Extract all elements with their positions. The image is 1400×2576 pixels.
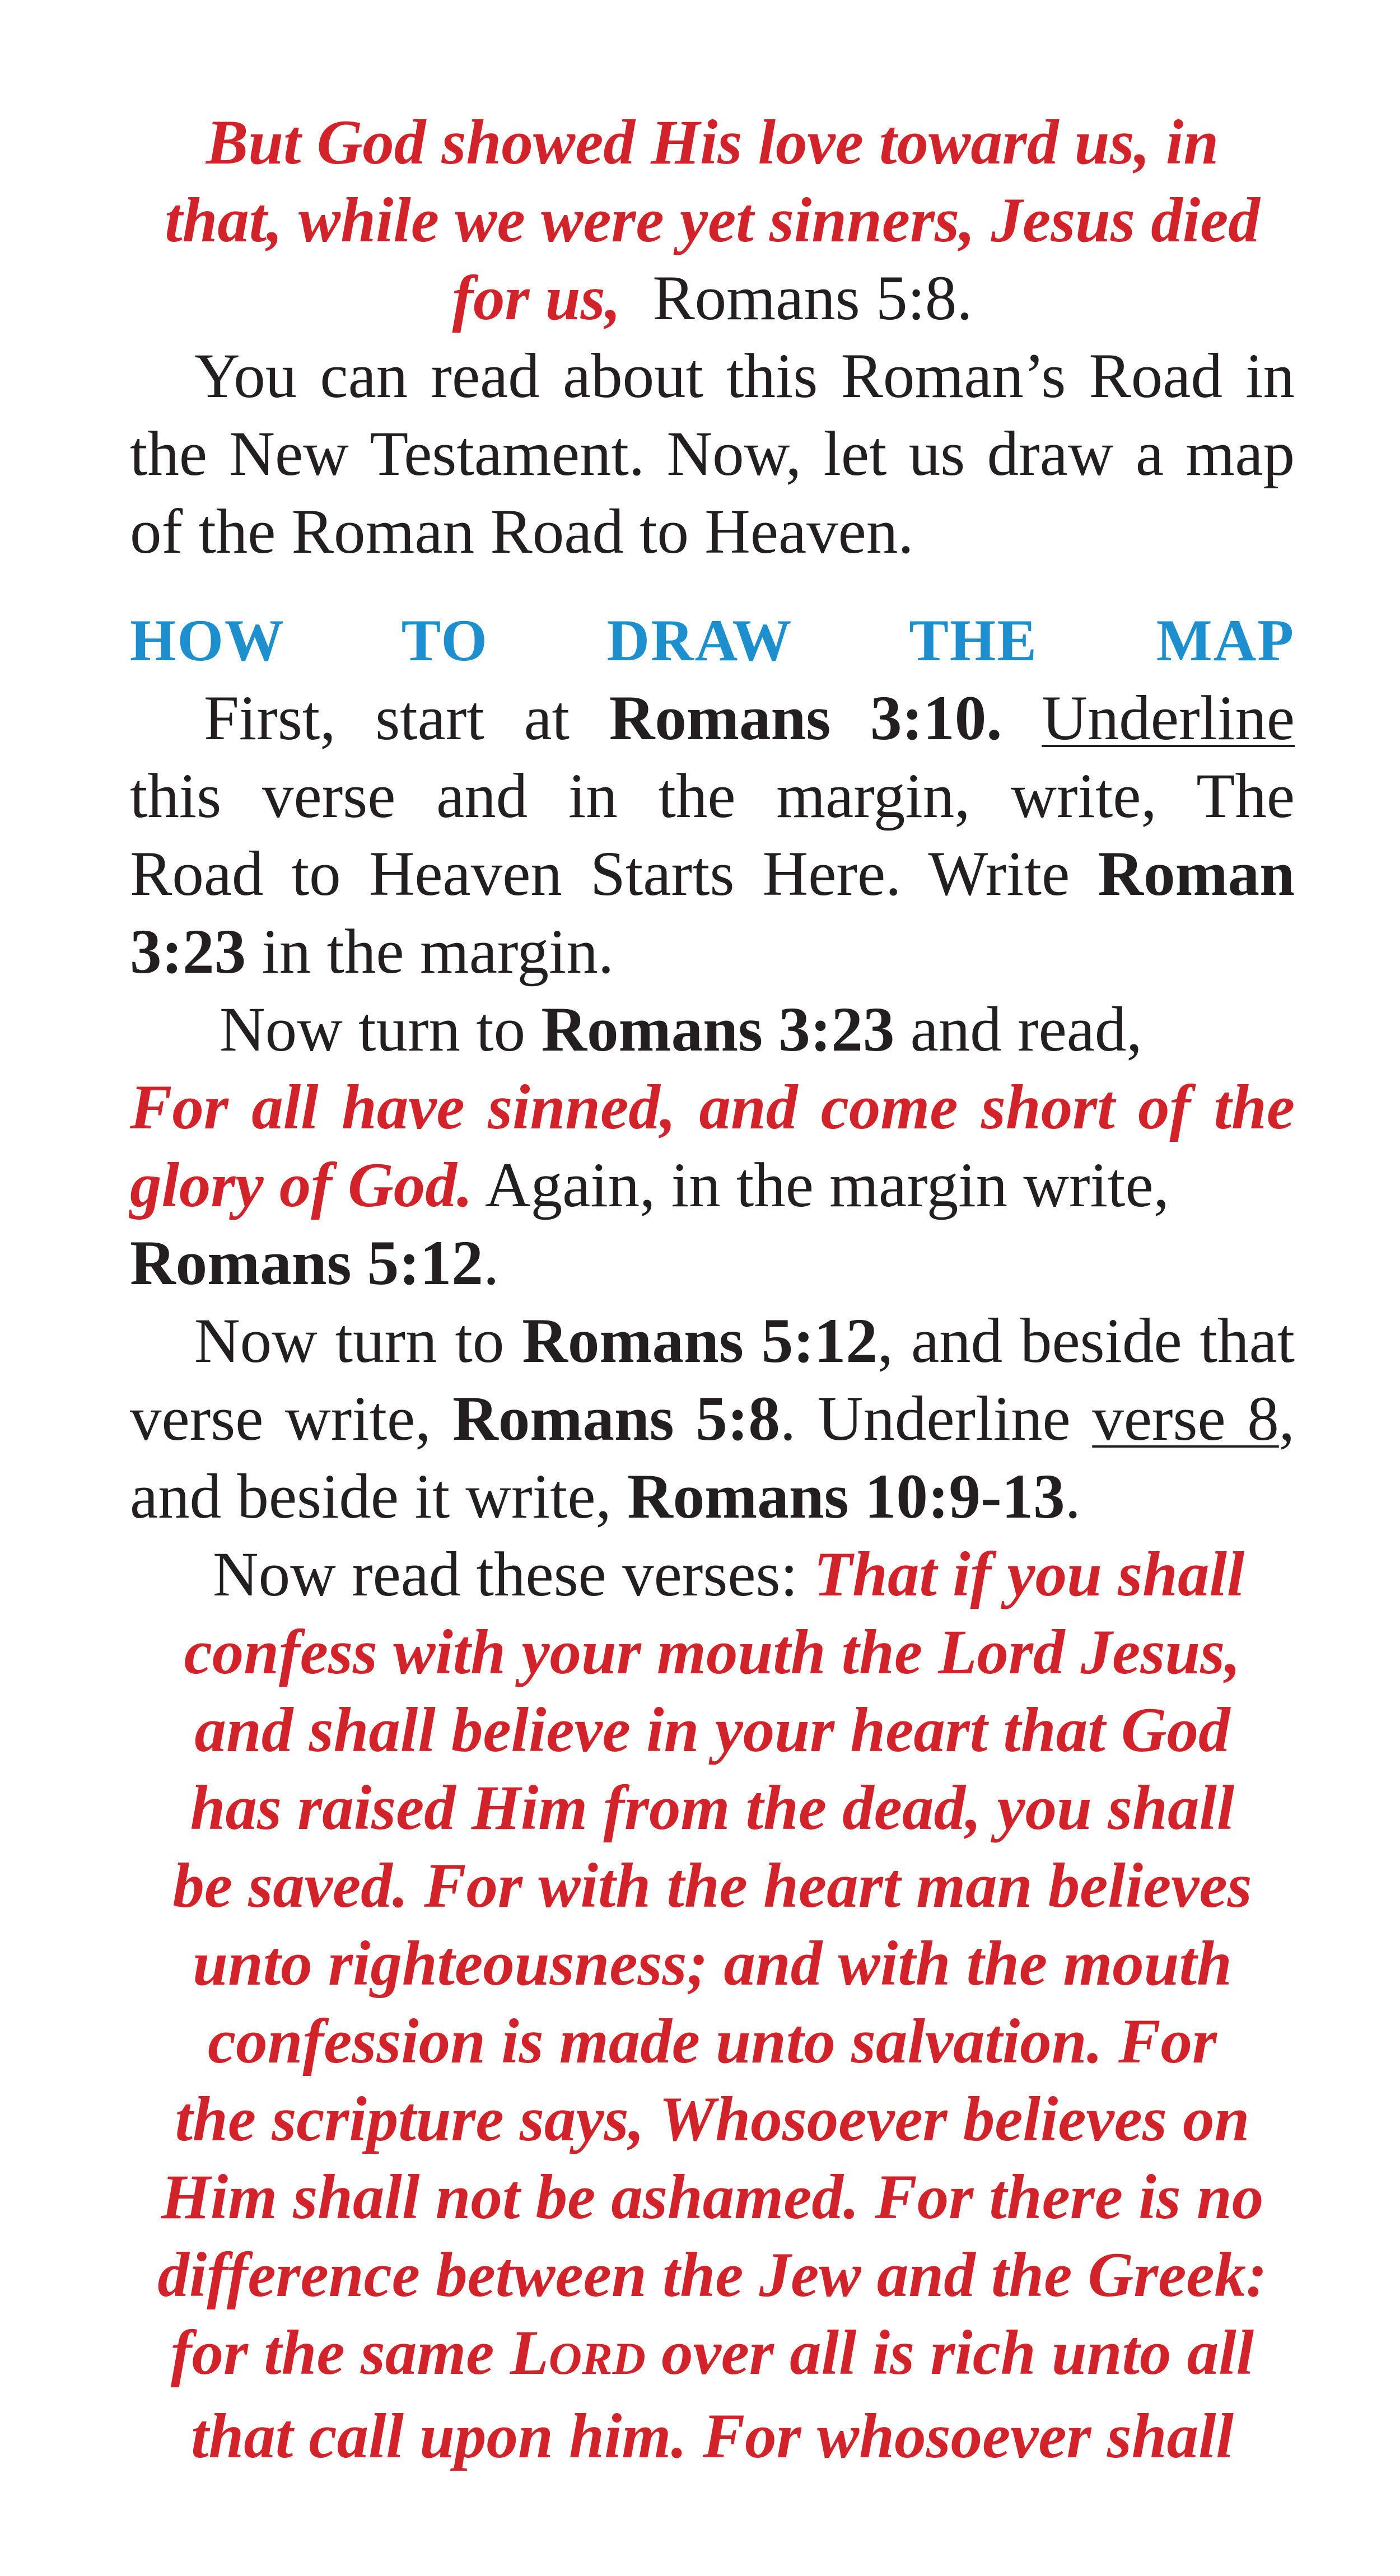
step1-line-3-text: Road to Heaven Starts Here. Write	[130, 839, 1070, 909]
step2-line-3-tail: .	[483, 1228, 500, 1298]
step3-line-2	[130, 1380, 1295, 1458]
step3-reference: Romans 5:12	[522, 1306, 878, 1376]
step1-text: First, start at	[204, 683, 570, 753]
tract-page	[130, 104, 1295, 2475]
intro-paragraph-line-2: the New Testament. Now, let us draw a map	[130, 419, 1295, 489]
step4-verse-line: has raised Him from the dead, you shall	[190, 1773, 1235, 1843]
intro-verse-reference: Romans 5:8.	[652, 263, 973, 333]
step3-line-3	[130, 1458, 1295, 1536]
lord-line-after: over all is rich unto all	[661, 2318, 1254, 2388]
step4-verse-start: That if you shall	[814, 1539, 1245, 1609]
step2-line-2-text: Again, in the margin write,	[485, 1150, 1169, 1220]
step3-line-2-text: verse write,	[130, 1384, 431, 1454]
step1-line-4	[130, 913, 1295, 991]
step1-line-2: this verse and in the margin, write, The	[130, 761, 1295, 831]
step4-verse-line: the scripture says, Whosoever believes on	[175, 2084, 1250, 2154]
step2-tail: and read,	[910, 995, 1142, 1065]
step3-line-2-bold: Romans 5:8	[452, 1384, 780, 1454]
lord-line-before: for the same	[170, 2318, 494, 2388]
step3-line-1	[130, 1302, 1295, 1380]
step4-verse-line: confess with your mouth the Lord Jesus,	[184, 1617, 1241, 1687]
step2-line-1	[130, 991, 1295, 1068]
step4-verse-line: Him shall not be ashamed. For there is no	[161, 2162, 1264, 2232]
step3-line-2-mid: . Underline	[780, 1384, 1071, 1454]
step4-text: Now read these verses:	[213, 1539, 798, 1609]
step3-tail: , and beside that	[877, 1306, 1295, 1376]
step2-line-3	[130, 1224, 1295, 1302]
step4-line-1	[130, 1536, 1295, 1613]
intro-paragraph-line-1: You can read about this Roman’s Road in	[194, 341, 1295, 411]
step1-line-3	[130, 835, 1295, 913]
section-heading: HOW TO DRAW THE MAP	[130, 608, 1295, 673]
step3-line-2-tail: ,	[1278, 1384, 1295, 1454]
step4-verse-line: be saved. For with the heart man believes	[172, 1851, 1252, 1921]
step4-lord-line	[130, 2314, 1295, 2397]
step4-verse-line: confession is made unto salvation. For	[208, 2006, 1217, 2076]
intro-verse-end: for us,	[452, 263, 621, 333]
step3-underline-verse: verse 8	[1092, 1384, 1279, 1454]
step1-line-1	[130, 679, 1295, 757]
step3-text: Now turn to	[194, 1306, 505, 1376]
step1-line-4-text: in the margin.	[262, 917, 614, 987]
lord-initial: L	[510, 2318, 549, 2388]
lord-word	[510, 2318, 646, 2388]
step1-line-3-bold: Roman	[1098, 839, 1295, 909]
step4-verse-line: difference between the Jew and the Greek:	[157, 2240, 1267, 2310]
step2-reference: Romans 3:23	[541, 995, 895, 1065]
step1-reference: Romans 3:10.	[609, 683, 1002, 753]
step2-verse-end: glory of God.	[130, 1150, 473, 1220]
lord-small-caps: ORD	[548, 2333, 646, 2384]
step3-line-3-bold: Romans 10:9-13	[627, 1462, 1065, 1532]
step1-underline-word: Underline	[1042, 683, 1295, 753]
step2-line-2	[130, 1146, 1295, 1224]
step2-verse-line-1: For all have sinned, and come short of the	[130, 1072, 1295, 1142]
step3-line-3-tail: .	[1065, 1462, 1081, 1532]
step4-verse-line: and shall believe in your heart that God	[194, 1695, 1230, 1765]
intro-verse-line-3	[130, 259, 1295, 337]
step3-line-3-text: and beside it write,	[130, 1462, 612, 1532]
step2-text: Now turn to	[220, 995, 526, 1065]
step4-last-line: that call upon him. For whosoever shall	[191, 2401, 1234, 2471]
step2-line-3-bold: Romans 5:12	[130, 1228, 483, 1298]
intro-paragraph-line-3: of the Roman Road to Heaven.	[130, 497, 914, 567]
step4-verse-line: unto righteousness; and with the mouth	[193, 1929, 1232, 1999]
intro-verse-line-1: But God showed His love toward us, in	[206, 108, 1219, 178]
step1-line-4-bold: 3:23	[130, 917, 246, 987]
intro-verse-line-2: that, while we were yet sinners, Jesus died	[165, 185, 1260, 255]
